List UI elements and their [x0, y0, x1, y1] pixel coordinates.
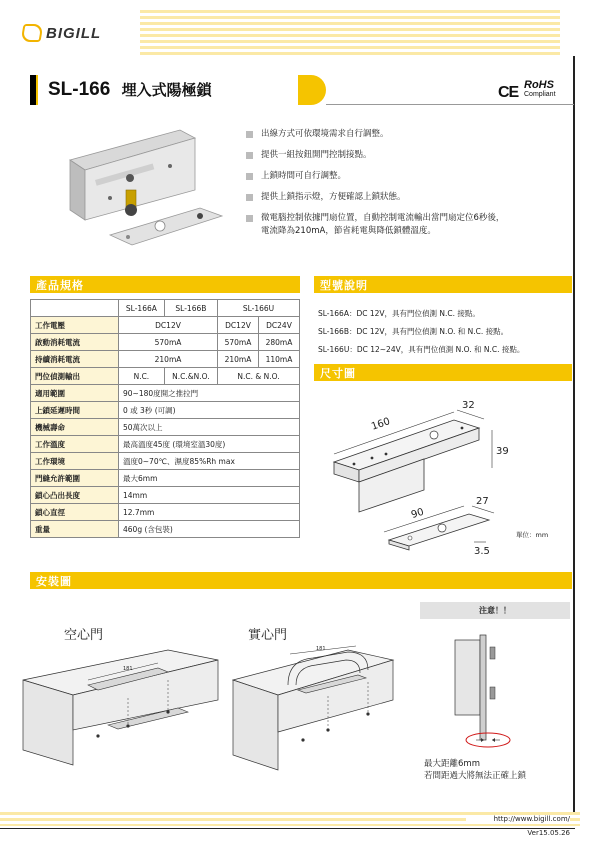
dim-plate-thickness: 3.5: [474, 546, 490, 557]
table-row: 門縫允許範圍 最大6mm: [31, 470, 300, 487]
list-item: 微電腦控制依據門扇位置，自動控制電流輸出當門扇定位6秒後， 電流降為210mA，節省耗電與降低鎖體溫度。: [246, 212, 576, 238]
note-text: [424, 758, 574, 782]
table-row: 鎖心凸出長度 14mm: [31, 487, 300, 504]
list-item: 提供一組按鈕開門控制接點。: [246, 149, 576, 162]
list-item: 上鎖時間可自行調整。: [246, 170, 576, 183]
product-photo: [60, 120, 230, 260]
table-row: 工作溫度 最高溫度45度 (環境室溫30度): [31, 436, 300, 453]
square-bullet-icon: [246, 131, 253, 138]
table-header: SL-166U: [218, 300, 300, 317]
table-row: 適用範圍 90~180度開之推拉門: [31, 385, 300, 402]
square-bullet-icon: [246, 194, 253, 201]
note-line-2: 若間距過大將無法正確上鎖: [424, 771, 527, 781]
model-section-title: 型號說明: [320, 278, 368, 292]
rohs-compliant: Compliant: [524, 91, 556, 98]
table-row: 重量 460g (含包裝): [31, 521, 300, 538]
solid-door-install-drawing: [228, 640, 398, 775]
table-row: 持續消耗電流 210mA 210mA 110mA: [31, 351, 300, 368]
table-corner: [31, 300, 119, 317]
list-item: SL-166B：DC 12V，具有門位偵測 N.O. 和 N.C. 接點。: [318, 327, 509, 336]
dim-width: 32: [462, 400, 475, 411]
list-item: SL-166U：DC 12~24V，具有門位偵測 N.O. 和 N.C. 接點。: [318, 345, 525, 354]
feature-list: [246, 128, 576, 246]
ce-mark: CE: [498, 84, 519, 101]
dimension-section-title: 尺寸圖: [320, 366, 356, 380]
spec-section-title: 產品規格: [36, 278, 84, 292]
title-model: SL-166: [48, 79, 111, 100]
list-item: 提供上鎖指示燈，方便確認上鎖狀態。: [246, 191, 576, 204]
page-title: [48, 79, 212, 101]
list-item: 出線方式可依環境需求自行調整。: [246, 128, 576, 141]
footer-url: http://www.bigill.com/: [466, 815, 570, 823]
table-row: 機械壽命 50萬次以上: [31, 419, 300, 436]
table-row: 工作環境 溫度0~70℃、濕度85%Rh max: [31, 453, 300, 470]
list-item: SL-166A：DC 12V，具有門位偵測 N.C. 接點。: [318, 309, 480, 318]
dim-plate-width: 27: [476, 496, 489, 507]
table-row: 上鎖延遲時間 0 或 3秒 (可調): [31, 402, 300, 419]
note-line-1: 最大距離6mm: [424, 759, 480, 769]
brand-logo: [0, 10, 140, 56]
logo-mark-icon: [20, 24, 43, 42]
hollow-door-title: 空心門: [64, 628, 104, 643]
square-bullet-icon: [246, 152, 253, 159]
table-header: SL-166B: [164, 300, 217, 317]
table-row: 啟動消耗電流 570mA 570mA 280mA: [31, 334, 300, 351]
install-dim-hollow: 181: [123, 666, 133, 672]
dim-length: 160: [370, 416, 392, 433]
square-bullet-icon: [246, 173, 253, 180]
unit-label: 單位：mm: [516, 531, 549, 539]
title-product-name: 埋入式陽極鎖: [121, 82, 212, 99]
logo-text: BIGILL: [46, 24, 102, 42]
gap-note-drawing: [440, 625, 560, 755]
title-divider: [326, 104, 574, 105]
hollow-door-install-drawing: [18, 640, 223, 770]
install-section-title: 安裝圖: [36, 574, 72, 588]
table-row: [31, 300, 300, 317]
footer-version: Ver15.05.26: [527, 829, 570, 837]
title-box: [38, 75, 298, 105]
note-header: 注意！！: [420, 602, 570, 619]
model-description-list: [318, 306, 578, 360]
table-row: 鎖心直徑 12.7mm: [31, 504, 300, 521]
dim-height: 39: [496, 446, 509, 457]
install-section-bar: [30, 572, 572, 589]
spec-table: [30, 299, 300, 538]
rohs-badge: [524, 80, 568, 102]
solid-door-title: 實心門: [248, 628, 288, 643]
dimension-drawing: [314, 392, 544, 562]
install-dim-solid: 181: [316, 646, 326, 652]
square-bullet-icon: [246, 215, 253, 222]
table-row: 門位偵測輸出 N.C. N.C.&N.O. N.C. & N.O.: [31, 368, 300, 385]
dim-plate-length: 90: [409, 506, 426, 522]
table-row: 工作電壓 DC12V DC12V DC24V: [31, 317, 300, 334]
rohs-mark: RoHS: [524, 79, 554, 91]
table-header: SL-166A: [119, 300, 165, 317]
